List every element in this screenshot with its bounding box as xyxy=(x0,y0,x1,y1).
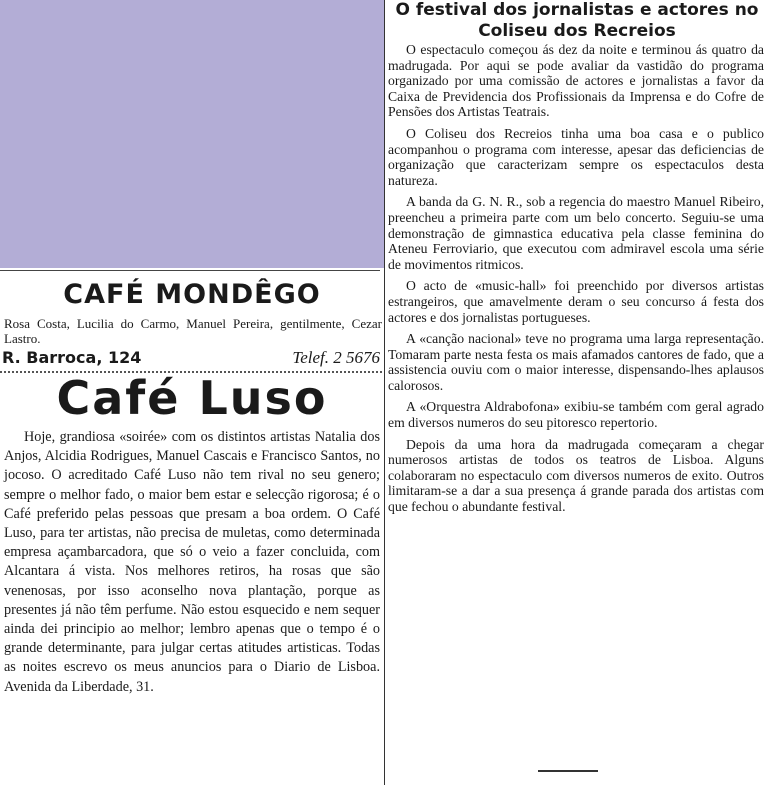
cafe-luso-title: Café Luso xyxy=(56,371,328,425)
cafe-mondego-title: CAFÉ MONDÊGO xyxy=(63,279,321,310)
column-divider xyxy=(384,0,385,785)
cafe-mondego-phone: Telef. 2 5676 xyxy=(292,348,380,367)
article-paragraph: O espectaculo começou ás dez da noite e terminou ás quatro da madrugada. Por aqui se pode avaliar da vastidão do programa organizado por uma comissão de actores e jornalistas a favor da Caixa de Previdencia dos Profissionais da Imprensa e do Cofre de Pensões dos Artistas Teatrais. xyxy=(388,42,764,120)
article-paragraph: O acto de «music-hall» foi preenchido por diversos artistas estrangeiros, que amavelmente deram o seu concurso á festa dos actores e dos jornalistas portugueses. xyxy=(388,278,764,325)
image-placeholder xyxy=(0,0,384,268)
article-paragraph: Depois da uma hora da madrugada começaram a chegar numerosos artistas de todos os teatros de Lisboa. Alguns colaboraram no espectaculo com diversos numeros de exito. Outros limitaram-se a dar a sua presença á grande parada dos artistas com que fechou o abundante festival. xyxy=(388,436,764,515)
cafe-mondego-contact xyxy=(0,348,384,368)
right-column xyxy=(388,0,766,785)
cafe-luso-body: Hoje, grandiosa «soirée» com os distintos artistas Natalia dos Anjos, Alcidia Rodrigues, Manuel Cascais e Francisco Santos, no jocoso. O acreditado Café Luso não tem rival no seu genero; sempre o melhor fado, o maior bem estar e selecção rigorosa; é o Café preferido pelas pessoas que presam a boa ordem. O Café Luso, para ter artistas, não precisa de muletas, como determinada empresa açambarcadora, que só o veio a fazer concluida, com Alcantara á vista. Nos melhores retiros, ha rosas que são venenosas, por isso aconselho nova plantação, porque as presentes já não têm perfume. Não estou esquecido e nem sequer ainda dei principio ao melhor; lembro apenas que o tempo é o grande determinante, para julgar certas atitudes artisticas. Todas as noites escrevo os meus anuncios para o Diario de Lisboa. Avenida da Liberdade, 31. xyxy=(4,429,380,695)
end-rule xyxy=(538,770,598,772)
article-body xyxy=(388,42,764,521)
article-paragraph: A «canção nacional» teve no programa uma larga representação. Tomaram parte nesta festa os mais afamados cantores de fado, que a assistencia ouviu com o maior interesse, dispensando-lhes aplausos calorosos. xyxy=(388,331,764,393)
left-column xyxy=(0,268,383,785)
article-title: O festival dos jornalistas e actores no Coliseu dos Recreios xyxy=(395,0,759,41)
top-rule xyxy=(0,270,380,271)
article-paragraph: A banda da G. N. R., sob a regencia do maestro Manuel Ribeiro, preencheu a primeira parte com um belo concerto. Seguiu-se uma demonstração de gimnastica educativa pela classe feminina do Ateneu Ferroviario, que executou com admiravel escola uma série de movimentos ritmicos. xyxy=(388,194,764,272)
article-paragraph: A «Orquestra Aldrabofona» exibiu-se também com geral agrado em diversos numeros do seu pitoresco repertorio. xyxy=(388,399,764,431)
cafe-mondego-artists: Rosa Costa, Lucilia do Carmo, Manuel Pereira, gentilmente, Cezar Lastro. xyxy=(4,316,382,346)
cafe-mondego-address: R. Barroca, 124 xyxy=(2,348,142,367)
article-paragraph: O Coliseu dos Recreios tinha uma boa casa e o publico acompanhou o programa com interesse, apesar das deficiencias de organização que caracterizam sempre os espectaculos desta natureza. xyxy=(388,125,764,188)
